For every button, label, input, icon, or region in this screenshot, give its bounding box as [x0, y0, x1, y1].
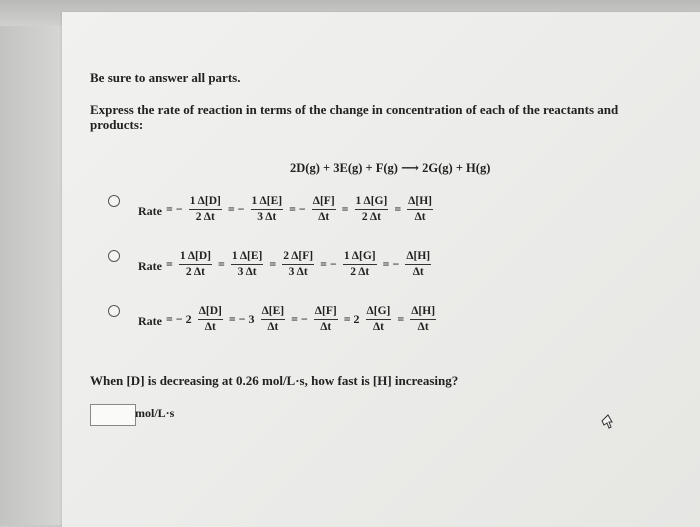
fraction-term [312, 195, 336, 224]
operator: = [269, 257, 277, 271]
fraction-denominator: 2 Δt [350, 266, 370, 278]
operator: = − 3 [228, 312, 255, 326]
operator: = [341, 202, 349, 216]
prompt-text-line2: products: [90, 117, 144, 132]
fraction-denominator: 3 Δt [237, 266, 257, 278]
fraction-numerator: Δ[F] [314, 305, 338, 320]
fraction-numerator: 1 Δ[E] [231, 250, 264, 265]
fraction-term [231, 250, 264, 279]
fraction-denominator: Δt [417, 321, 429, 333]
fraction-denominator: 2 Δt [361, 211, 381, 223]
fraction-term [407, 195, 433, 224]
fraction-numerator: Δ[E] [261, 305, 286, 320]
fraction-numerator: 1 Δ[D] [179, 250, 212, 265]
fraction-term [410, 305, 436, 334]
fraction-denominator: 3 Δt [257, 211, 277, 223]
answer-input[interactable] [90, 404, 136, 426]
fraction-denominator: Δt [318, 211, 330, 223]
operator: = [394, 202, 402, 216]
fraction-denominator: Δt [412, 266, 424, 278]
fraction-numerator: 1 Δ[E] [251, 195, 284, 210]
fraction-term [198, 305, 223, 334]
rate-expression [138, 250, 433, 279]
operator: = − [227, 202, 245, 216]
option-radio-3[interactable] [108, 305, 120, 317]
option-radio-2[interactable] [108, 250, 120, 262]
rate-label: Rate [138, 314, 162, 328]
fraction-denominator: Δt [267, 321, 279, 333]
fraction-numerator: 1 Δ[D] [189, 195, 222, 210]
fraction-denominator: 2 Δt [195, 211, 215, 223]
operator: = [397, 312, 405, 326]
operator: = [218, 257, 225, 271]
fraction-term [355, 195, 389, 224]
operator: = − [291, 312, 308, 326]
fraction-term [179, 250, 212, 279]
rate-expression [138, 195, 435, 224]
fraction-term [251, 195, 284, 224]
fraction-denominator: 2 Δt [185, 266, 205, 278]
operator: = 2 [343, 312, 360, 326]
fraction-numerator: 2 Δ[F] [282, 250, 314, 265]
rate-label: Rate [138, 259, 162, 273]
operator: = − 2 [166, 312, 192, 326]
fraction-denominator: 3 Δt [288, 266, 308, 278]
fraction-term [314, 305, 338, 334]
fraction-numerator: Δ[H] [407, 195, 433, 210]
operator: = − [382, 257, 400, 271]
fraction-numerator: Δ[F] [312, 195, 336, 210]
rate-label: Rate [138, 204, 162, 218]
fraction-denominator: Δt [320, 321, 332, 333]
fraction-term [189, 195, 222, 224]
left-bezel [0, 26, 62, 525]
mouse-cursor-icon [600, 413, 614, 429]
fraction-term [261, 305, 286, 334]
reaction-equation: 2D(g) + 3E(g) + F(g) ⟶ 2G(g) + H(g) [290, 161, 491, 175]
operator: = − [166, 202, 183, 216]
fraction-term [405, 250, 431, 279]
fraction-numerator: 1 Δ[G] [343, 250, 377, 265]
rate-expression [138, 305, 438, 334]
prompt-text-line1: Express the rate of reaction in terms of the change in concentration of each of the reactants and [90, 102, 619, 117]
unit-label: mol/L·s [135, 406, 175, 420]
fraction-term [343, 250, 377, 279]
operator: = − [289, 202, 306, 216]
fraction-denominator: Δt [204, 321, 216, 333]
fraction-numerator: 1 Δ[G] [355, 195, 389, 210]
fraction-denominator: Δt [372, 321, 384, 333]
fraction-numerator: Δ[D] [198, 305, 223, 320]
fraction-numerator: Δ[H] [405, 250, 431, 265]
option-radio-1[interactable] [108, 195, 120, 207]
fraction-denominator: Δt [414, 211, 426, 223]
operator: = − [320, 257, 337, 271]
instruction-text: Be sure to answer all parts. [90, 70, 241, 85]
fraction-term [366, 305, 392, 334]
fraction-numerator: Δ[H] [410, 305, 436, 320]
fraction-term [282, 250, 314, 279]
question-text: When [D] is decreasing at 0.26 mol/L·s, how fast is [H] increasing? [90, 373, 459, 388]
operator: = [166, 257, 173, 271]
fraction-numerator: Δ[G] [366, 305, 392, 320]
